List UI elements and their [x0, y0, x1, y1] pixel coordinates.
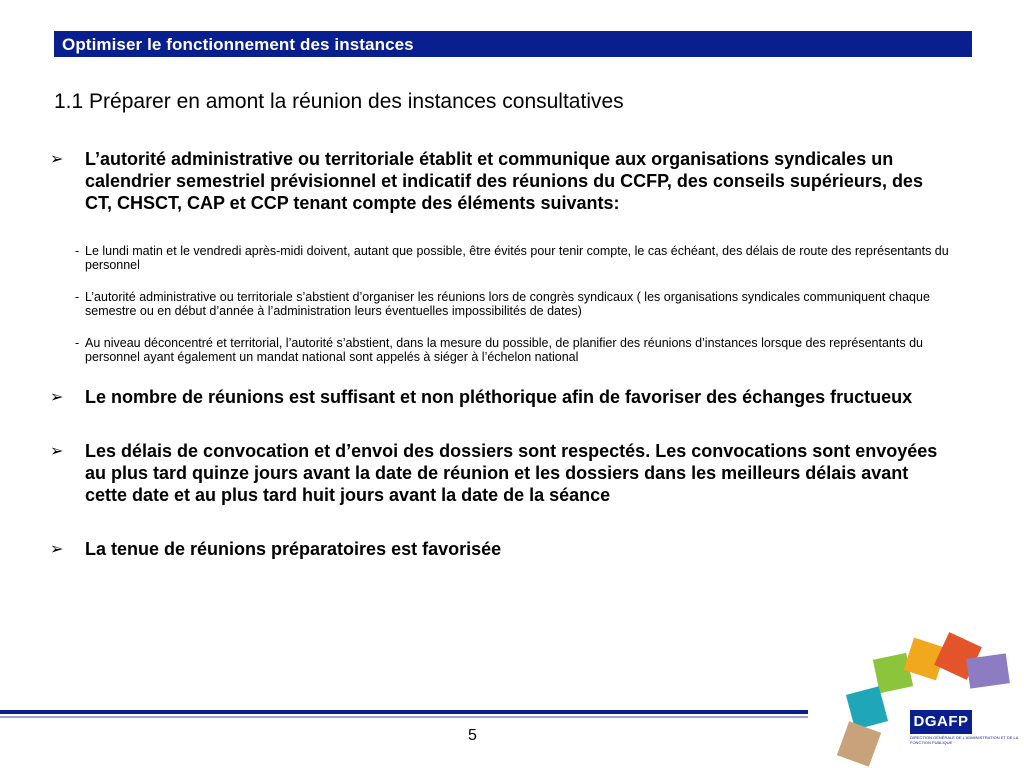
slide-content: [50, 148, 950, 560]
slide-subtitle: 1.1 Préparer en amont la réunion des instances consultatives: [54, 90, 624, 113]
sub-item-1-text: Le lundi matin et le vendredi après-midi doivent, autant que possible, être évités pour tenir compte, le cas échéant, des délais de route des représentants du personnel: [85, 244, 949, 272]
arrow-bullet-icon: ➢: [50, 443, 64, 460]
bullet-2: [50, 386, 950, 408]
bullet-1: [50, 148, 950, 214]
bullet-2-text: Le nombre de réunions est suffisant et non pléthorique afin de favoriser des échanges fructueux: [85, 387, 913, 407]
header-bar: [54, 31, 972, 57]
sub-item-2: - L’autorité administrative ou territoriale s’abstient d’organiser les réunions lors de congrès syndicaux ( les organisations syndicales communiquent chaque semestre ou en début d’année à l’administration leurs éventuelles impossibilités de dates): [50, 290, 950, 318]
arrow-bullet-icon: ➢: [50, 541, 64, 558]
bullet-4: [50, 538, 950, 560]
dgafp-logo-subtext: DIRECTION GÉNÉRALE DE L'ADMINISTRATION ET DE LA FONCTION PUBLIQUE: [910, 735, 1019, 745]
bullet-3: [50, 440, 950, 506]
sub-item-2-text: L’autorité administrative ou territoriale s’abstient d’organiser les réunions lors de congrès syndicaux ( les organisations syndicales communiquent chaque semestre ou en début d’année à l’administration leurs éventuelles impossibilités de dates): [85, 290, 930, 318]
decorative-squares-icon: [830, 630, 1024, 768]
header-title: Optimiser le fonctionnement des instances: [62, 35, 414, 54]
sub-item-1: - Le lundi matin et le vendredi après-midi doivent, autant que possible, être évités pour tenir compte, le cas échéant, des délais de route des représentants du personnel: [75, 244, 949, 272]
sub-item-3-text: Au niveau déconcentré et territorial, l’autorité s’abstient, dans la mesure du possible, de planifier des réunions d’instances lorsque des représentants du personnel ayant également un mandat national sont appelés à siéger à l’échelon national: [85, 336, 923, 364]
dgafp-logo: DGAFP: [910, 710, 972, 734]
arrow-bullet-icon: ➢: [50, 389, 64, 406]
bullet-4-text: La tenue de réunions préparatoires est favorisée: [85, 539, 502, 559]
bullet-1-text: L’autorité administrative ou territoriale établit et communique aux organisations syndicales un calendrier semestriel prévisionnel et indicatif des réunions du CCFP, des conseils supérieurs, des CT, CHSCT, CAP et CCP tenant compte des éléments suivants:: [85, 149, 923, 213]
page-number: 5: [468, 727, 477, 744]
footer-divider-secondary: [0, 716, 808, 718]
bullet-3-text: Les délais de convocation et d’envoi des dossiers sont respectés. Les convocations sont envoyées au plus tard quinze jours avant la date de réunion et les dossiers dans les meilleurs délais avant cette date et au plus tard huit jours avant la date de la séance: [85, 441, 938, 505]
sub-item-3: - Au niveau déconcentré et territorial, l’autorité s’abstient, dans la mesure du possible, de planifier des réunions d’instances lorsque des représentants du personnel ayant également un mandat national sont appelés à siéger à l’échelon national: [50, 336, 950, 364]
arrow-bullet-icon: ➢: [50, 151, 64, 168]
footer-divider: [0, 710, 808, 714]
